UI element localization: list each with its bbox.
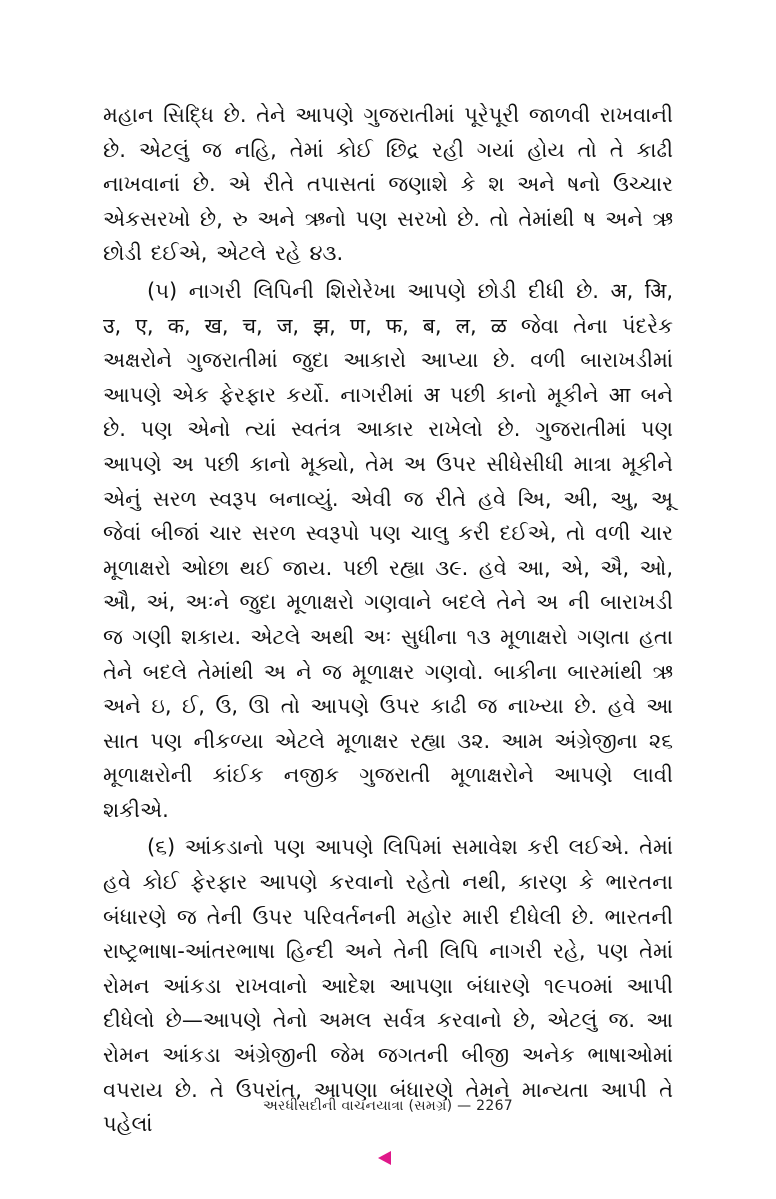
page-footer: અરધીસદીની વાચનયાત્રા (સમગ્ર) — 2267	[262, 1098, 514, 1114]
paragraph-2: (૫) નાગરી લિપિની શિરોરેખા આપણે છોડી દીધી છે. अ, अि, उ, ए, क, ख, च, ज, झ, ण, फ, ब, ल, ळ જેવા તેના પંદરેક અક્ષરોને ગુજરાતીમાં જુદા આકારો આપ્યા છે. વળી બારાખડીમાં આપણે એક ફેરફાર કર્યો. નાગરીમાં अ પછી કાનો મૂકીને आ બને છે. પણ એનો ત્યાં સ્વતંત્ર આકાર રાખેલો છે. ગુજરાતીમાં પણ આપણે અ પછી કાનો મૂક્યો, તેમ અ ઉપર સીધેસીધી માત્રા મૂકીને એનું સરળ સ્વરૂપ બનાવ્યું. એવી જ રીતે હવે અિ, અી, અુ, અૂ જેવાં બીજાં ચાર સરળ સ્વરૂપો પણ ચાલુ કરી દઈએ, તો વળી ચાર મૂળાક્ષરો ઓછા થઈ જાય. પછી રહ્યા ૩૯. હવે આ, એ, ઐ, ઓ, ઔ, અં, અઃને જુદા મૂળાક્ષરો ગણવાને બદલે તેને અ ની બારાખડી જ ગણી શકાય. એટલે અથી અઃ સુધીના ૧૩ મૂળાક્ષરો ગણતા હતા તેને બદલે તેમાંથી અ ને જ મૂળાક્ષર ગણવો. બાકીના બારમાંથી ઋ અને ઇ, ઈ, ઉ, ઊ તો આપણે ઉપર કાઢી જ નાખ્યા છે. હવે આ સાત પણ નીકળ્યા એટલે મૂળાક્ષર રહ્યા ૩૨. આમ અંગ્રેજીના ૨૬ મૂળાક્ષરોની કાંઈક નજીક ગુજરાતી મૂળાક્ષરોને આપણે લાવી શકીએ.	[103, 278, 673, 822]
previous-page-icon[interactable]	[378, 1151, 391, 1165]
paragraph-1: મહાન સિદ્ધિ છે. તેને આપણે ગુજરાતીમાં પૂરેપૂરી જાળવી રાખવાની છે. એટલું જ નહિ, તેમાં કોઈ છિદ્ર રહી ગયાં હોય તો તે કાઢી નાખવાનાં છે. એ રીતે તપાસતાં જણાશે કે શ અને ષનો ઉચ્ચાર એકસરખો છે, રુ અને ઋનો પણ સરખો છે. તો તેમાંથી ષ અને ઋ છોડી દઈએ, એટલે રહે ૪૩.	[103, 103, 673, 266]
paragraph-3: (૬) આંકડાનો પણ આપણે લિપિમાં સમાવેશ કરી લઈએ. તેમાં હવે કોઈ ફેરફાર આપણે કરવાનો રહેતો નથી, કારણ કે ભારતના બંધારણે જ તેની ઉપર પરિવર્તનની મહોર મારી દીધેલી છે. ભારતની રાષ્ટ્રભાષા-આંતરભાષા હિન્દી અને તેની લિપિ નાગરી રહે, પણ તેમાં રોમન આંકડા રાખવાનો આદેશ આપણા બંધારણે ૧૯૫૦માં આપી દીધેલો છે—આપણે તેનો અમલ સર્વત્ર કરવાનો છે, એટલું જ. આ રોમન આંકડા અંગ્રેજીની જેમ જગતની બીજી અનેક ભાષાઓમાં વપરાય છે. તે ઉપરાંત, આપણા બંધારણે તેમને માન્યતા આપી તે પહેલાં	[103, 835, 673, 1137]
page-body	[103, 98, 673, 1142]
